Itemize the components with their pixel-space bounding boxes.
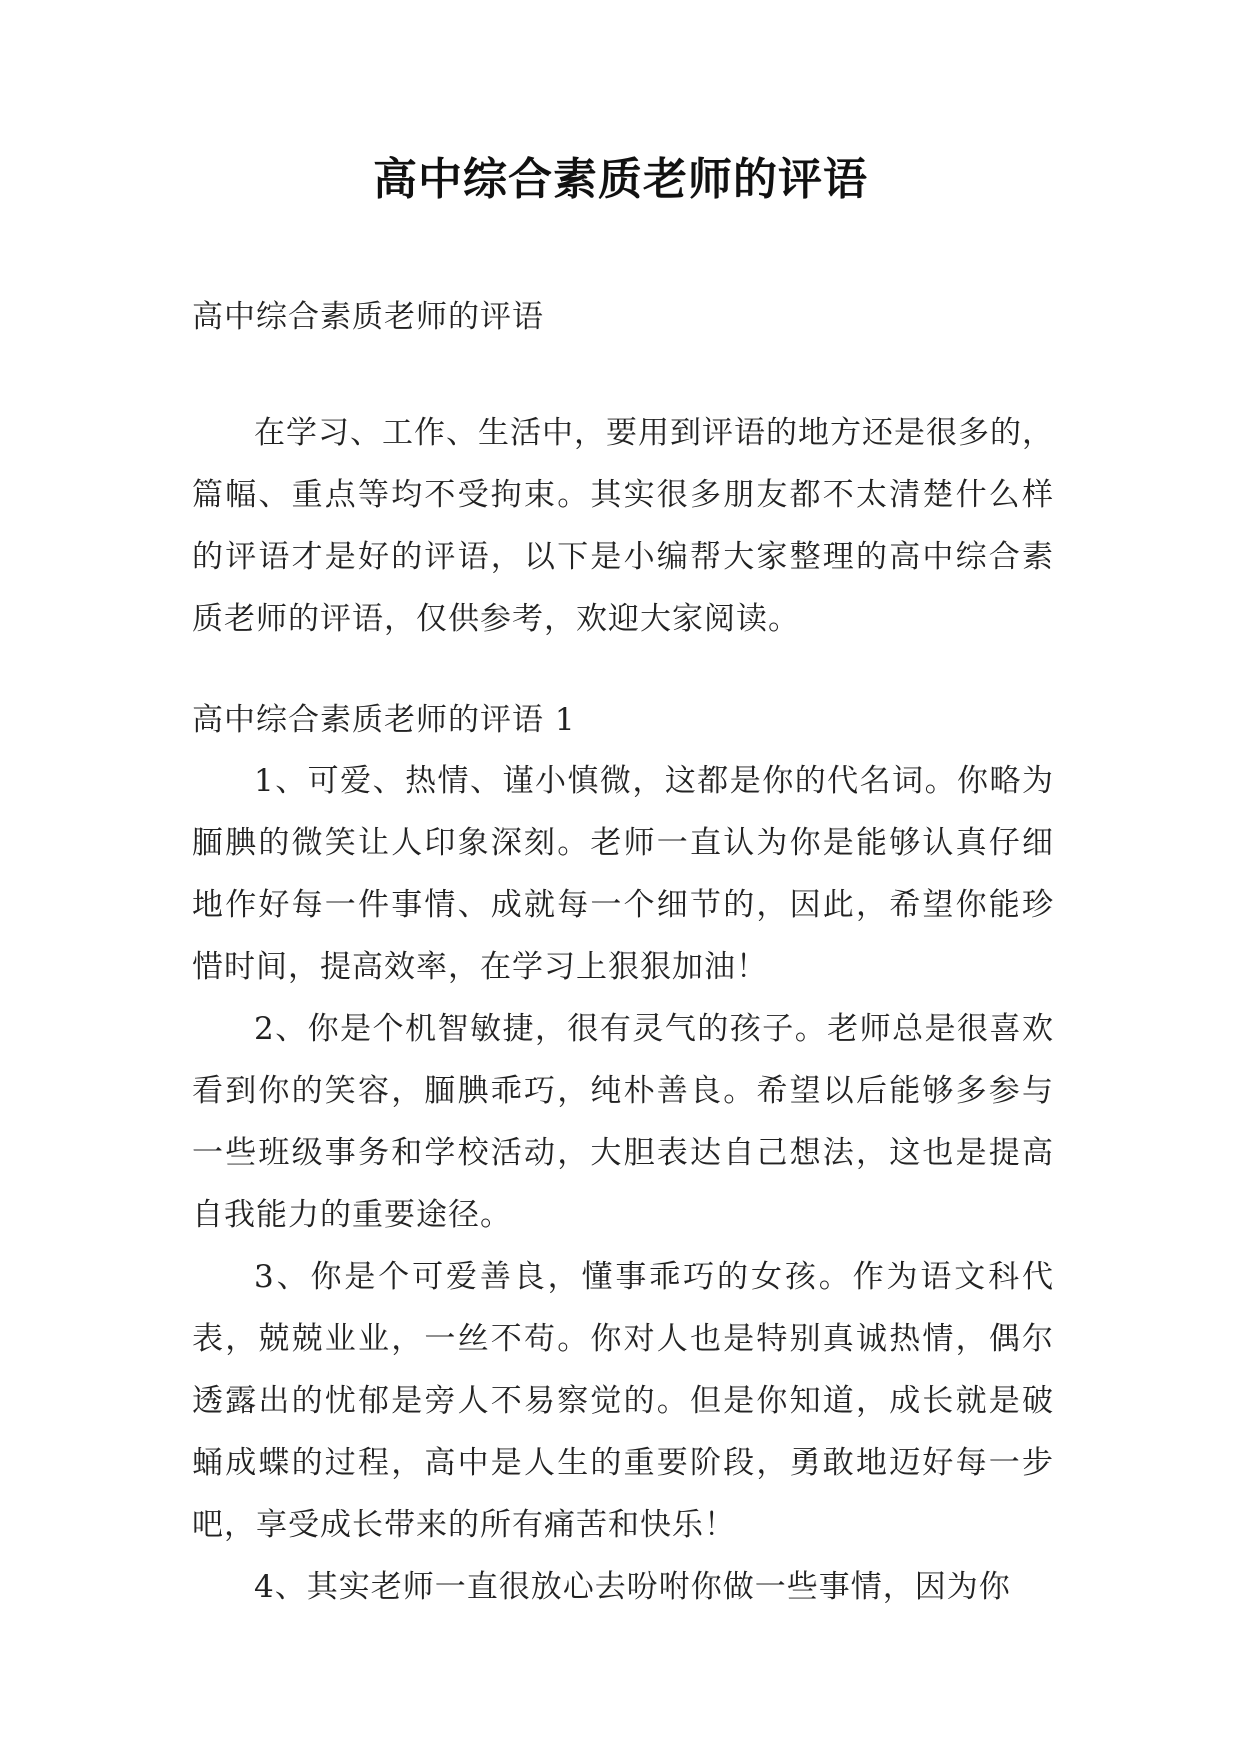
- comment-item-1: 1、可爱、热情、谨小慎微，这都是你的代名词。你略为腼腆的微笑让人印象深刻。老师一直认为你是能够认真仔细地作好每一件事情、成就每一个细节的，因此，希望你能珍惜时间，提高效率，在学习上狠狠加油！: [192, 763, 1054, 985]
- comment-item-2: 2、你是个机智敏捷，很有灵气的孩子。老师总是很喜欢看到你的笑容，腼腆乖巧，纯朴善良。希望以后能够多参与一些班级事务和学校活动，大胆表达自己想法，这也是提高自我能力的重要途径。: [192, 1011, 1054, 1233]
- intro-paragraph: 在学习、工作、生活中，要用到评语的地方还是很多的，篇幅、重点等均不受拘束。其实很多朋友都不太清楚什么样的评语才是好的评语，以下是小编帮大家整理的高中综合素质老师的评语，仅供参考，欢迎大家阅读。: [192, 415, 1054, 637]
- comment-item-4: 4、其实老师一直很放心去吩咐你做一些事情，因为你: [254, 1569, 1011, 1605]
- comment-item-3: 3、你是个可爱善良，懂事乖巧的女孩。作为语文科代表，兢兢业业，一丝不苟。你对人也是特别真诚热情，偶尔透露出的忧郁是旁人不易察觉的。但是你知道，成长就是破蛹成蝶的过程，高中是人生的重要阶段，勇敢地迈好每一步吧，享受成长带来的所有痛苦和快乐！: [192, 1259, 1054, 1543]
- document-title: 高中综合素质老师的评语: [373, 154, 868, 205]
- section-heading: 高中综合素质老师的评语 1: [192, 702, 576, 738]
- comment-list: [192, 750, 1054, 1618]
- document-subtitle: 高中综合素质老师的评语: [192, 299, 544, 335]
